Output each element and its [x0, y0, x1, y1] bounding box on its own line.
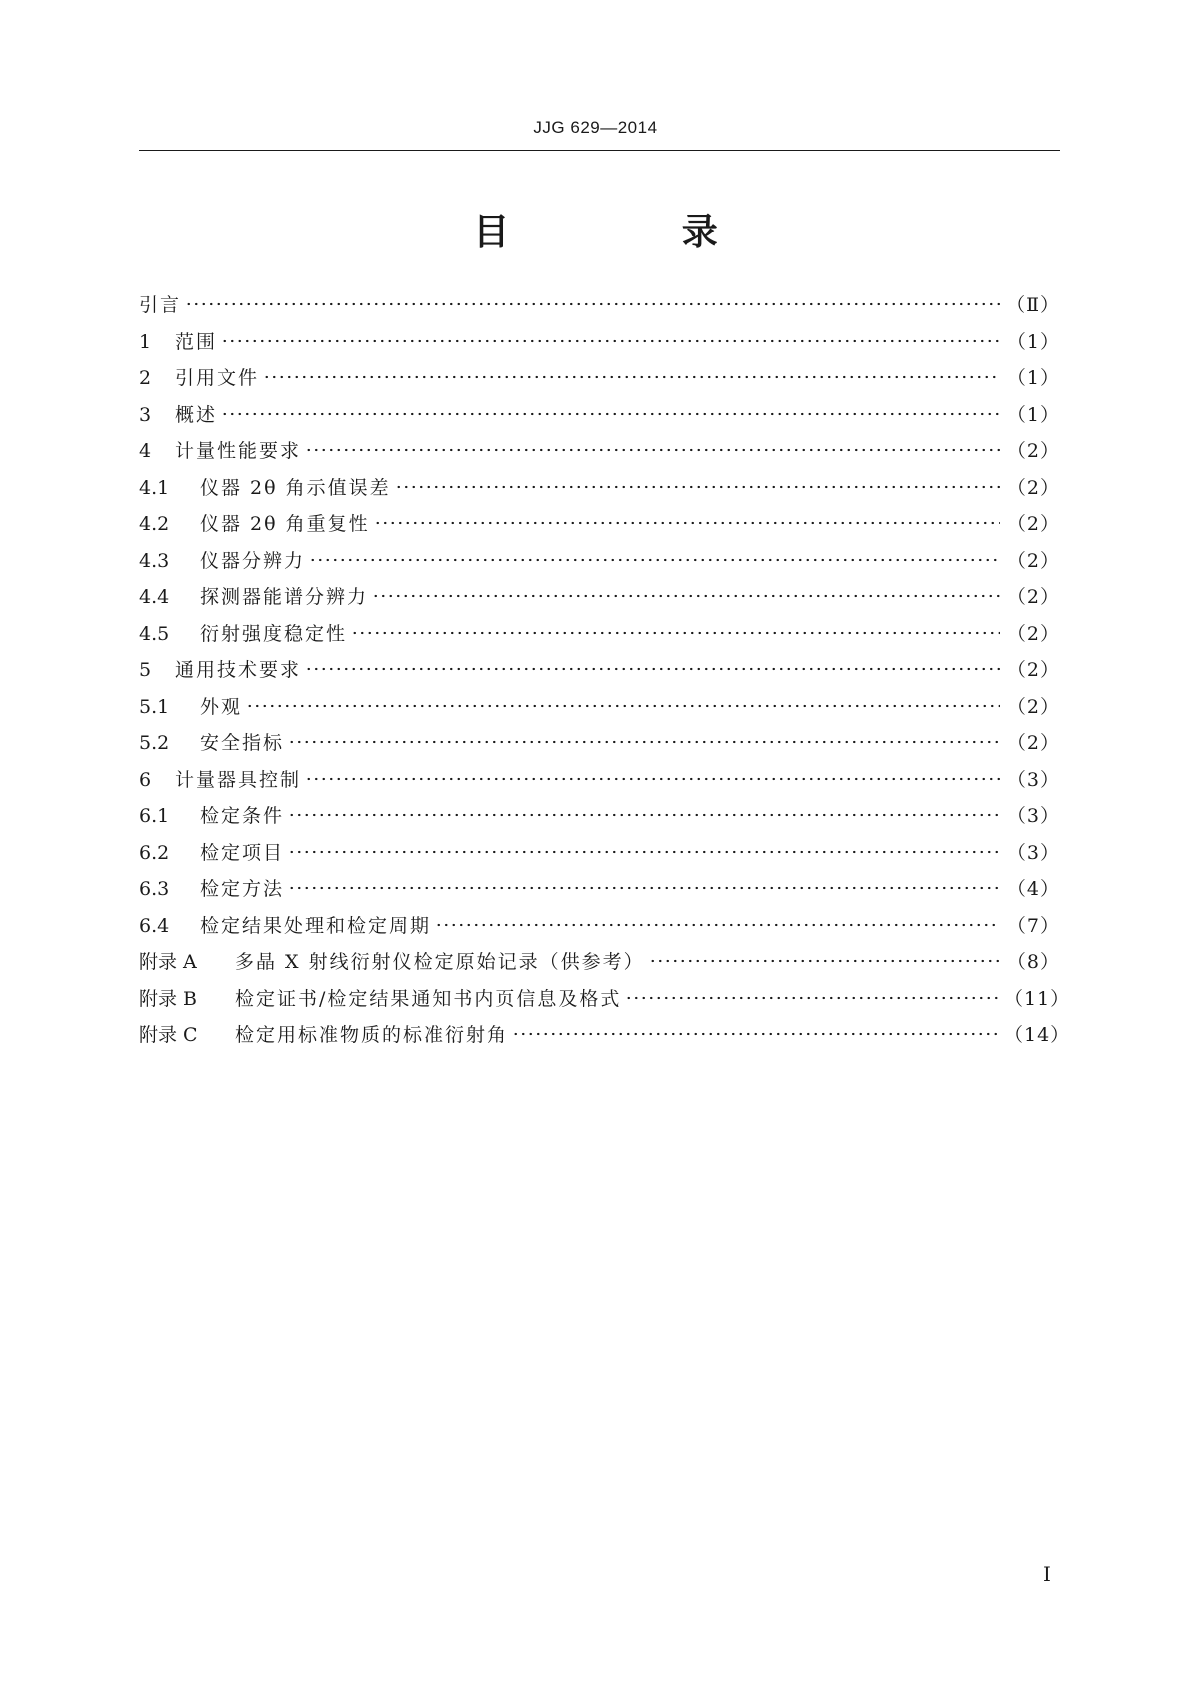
- toc-entry-title: 通用技术要求: [175, 659, 302, 681]
- toc-entry-title: 计量性能要求: [175, 440, 302, 462]
- toc-entry-number: 6.4: [139, 914, 170, 937]
- toc-entry-number: 6.1: [139, 805, 170, 827]
- toc-entry[interactable]: [139, 436, 1060, 473]
- toc-entry[interactable]: [139, 546, 1060, 583]
- toc-entry-page: （2）: [1006, 732, 1060, 754]
- toc-entry-title: 仪器 2θ 角重复性: [200, 513, 370, 535]
- toc-entry[interactable]: [139, 509, 1060, 546]
- toc-entry-title: 衍射强度稳定性: [200, 622, 348, 645]
- toc-entry-number: 附录 A: [139, 951, 197, 973]
- header-rule: [139, 150, 1060, 151]
- dot-leader: [221, 412, 1000, 416]
- toc-entry-title: 检定方法: [200, 878, 285, 900]
- dot-leader: [305, 667, 1000, 671]
- dot-leader: [649, 959, 1000, 963]
- toc-entry-title: 引言: [139, 294, 182, 316]
- toc-entry-page: （2）: [1006, 513, 1060, 535]
- dot-leader: [395, 485, 1000, 489]
- toc-entry-page: （2）: [1006, 695, 1060, 718]
- toc-entry-title: 检定条件: [200, 805, 285, 827]
- dot-leader: [351, 631, 1000, 635]
- toc-entry-title: 引用文件: [175, 367, 260, 389]
- toc-entry-number: 4.2: [139, 513, 170, 535]
- dot-leader: [309, 558, 1000, 562]
- toc-entry-title: 安全指标: [200, 732, 285, 754]
- toc-entry-number: 6.3: [139, 878, 170, 900]
- dot-leader: [305, 448, 1000, 452]
- toc-entry[interactable]: [139, 838, 1060, 875]
- dot-leader: [374, 521, 1000, 525]
- toc-entry-title: 多晶 X 射线衍射仪检定原始记录（供参考）: [235, 951, 645, 973]
- page-number: Ⅰ: [1043, 1562, 1051, 1586]
- toc-entry[interactable]: [139, 692, 1060, 729]
- toc-entry-number: 5.2: [139, 732, 170, 754]
- toc-entry-page: （1）: [1006, 403, 1060, 426]
- dot-leader: [288, 740, 1000, 744]
- table-of-contents: [139, 290, 1071, 1057]
- toc-entry-title: 检定项目: [200, 841, 285, 864]
- toc-entry[interactable]: [139, 728, 1060, 765]
- toc-entry-title: 外观: [200, 695, 243, 718]
- dot-leader: [305, 777, 1000, 781]
- toc-entry[interactable]: [139, 1020, 1071, 1057]
- toc-entry-page: （8）: [1006, 951, 1060, 973]
- toc-entry-page: （3）: [1006, 841, 1060, 864]
- toc-entry-page: （2）: [1006, 476, 1060, 499]
- toc-entry-number: 4: [139, 440, 152, 462]
- toc-entry[interactable]: [139, 911, 1060, 948]
- toc-entry-page: （2）: [1006, 659, 1060, 681]
- standard-code-header: JJG 629—2014: [533, 118, 658, 137]
- toc-entry[interactable]: [139, 801, 1060, 838]
- toc-entry[interactable]: [139, 947, 1060, 984]
- toc-entry[interactable]: [139, 619, 1060, 656]
- toc-entry[interactable]: [139, 655, 1060, 692]
- dot-leader: [246, 704, 1000, 708]
- toc-entry-number: 4.4: [139, 586, 170, 608]
- toc-entry[interactable]: [139, 400, 1060, 437]
- dot-leader: [221, 339, 1000, 343]
- toc-entry-number: 1: [139, 330, 152, 353]
- toc-entry-page: （2）: [1006, 440, 1060, 462]
- toc-entry-title: 概述: [175, 403, 218, 426]
- toc-entry-title: 检定证书/检定结果通知书内页信息及格式: [235, 987, 622, 1010]
- dot-leader: [185, 302, 1000, 306]
- toc-entry-page: （1）: [1006, 330, 1060, 353]
- dot-leader: [372, 594, 1000, 598]
- toc-entry-title: 范围: [175, 330, 218, 353]
- dot-leader: [435, 923, 1000, 927]
- toc-entry-title: 检定结果处理和检定周期: [200, 914, 432, 937]
- toc-entry-title: 计量器具控制: [175, 768, 302, 791]
- toc-entry-number: 6.2: [139, 841, 170, 864]
- toc-entry-title: 检定用标准物质的标准衍射角: [235, 1024, 509, 1046]
- toc-entry-title: 探测器能谱分辨力: [200, 586, 369, 608]
- dot-leader: [512, 1032, 1000, 1036]
- toc-entry-page: （3）: [1006, 768, 1060, 791]
- toc-entry[interactable]: [139, 765, 1060, 802]
- toc-entry-page: （7）: [1006, 914, 1060, 937]
- toc-entry[interactable]: [139, 327, 1060, 364]
- toc-entry-page: （1）: [1006, 367, 1060, 389]
- toc-entry-page: （2）: [1006, 586, 1060, 608]
- toc-entry-number: 4.5: [139, 622, 170, 645]
- toc-entry-number: 2: [139, 367, 152, 389]
- dot-leader: [625, 996, 1000, 1000]
- toc-entry-number: 5.1: [139, 695, 170, 718]
- toc-entry-title: 仪器分辨力: [200, 549, 306, 572]
- toc-entry[interactable]: [139, 363, 1060, 400]
- toc-entry-page: （2）: [1006, 549, 1060, 572]
- toc-entry-page: （2）: [1006, 622, 1060, 645]
- toc-entry-number: 附录 B: [139, 987, 198, 1010]
- toc-entry[interactable]: [139, 290, 1060, 327]
- toc-entry[interactable]: [139, 874, 1060, 911]
- toc-entry[interactable]: [139, 582, 1060, 619]
- toc-entry-number: 5: [139, 659, 152, 681]
- toc-entry-page: （14）: [1004, 1024, 1071, 1046]
- toc-entry-number: 附录 C: [139, 1024, 198, 1046]
- toc-entry-title: 仪器 2θ 角示值误差: [200, 476, 391, 499]
- dot-leader: [288, 886, 1000, 890]
- toc-entry[interactable]: [139, 473, 1060, 510]
- toc-entry-page: （11）: [1004, 987, 1071, 1010]
- toc-entry[interactable]: [139, 984, 1071, 1021]
- toc-entry-number: 6: [139, 768, 152, 791]
- toc-entry-number: 4.3: [139, 549, 170, 572]
- toc-entry-number: 3: [139, 403, 152, 426]
- toc-entry-page: （4）: [1006, 878, 1060, 900]
- dot-leader: [263, 375, 1000, 379]
- toc-entry-page: （3）: [1006, 805, 1060, 827]
- dot-leader: [288, 813, 1000, 817]
- toc-entry-page: （Ⅱ）: [1006, 294, 1060, 316]
- toc-title: 目 录: [473, 212, 798, 253]
- dot-leader: [288, 850, 1000, 854]
- toc-entry-number: 4.1: [139, 476, 170, 499]
